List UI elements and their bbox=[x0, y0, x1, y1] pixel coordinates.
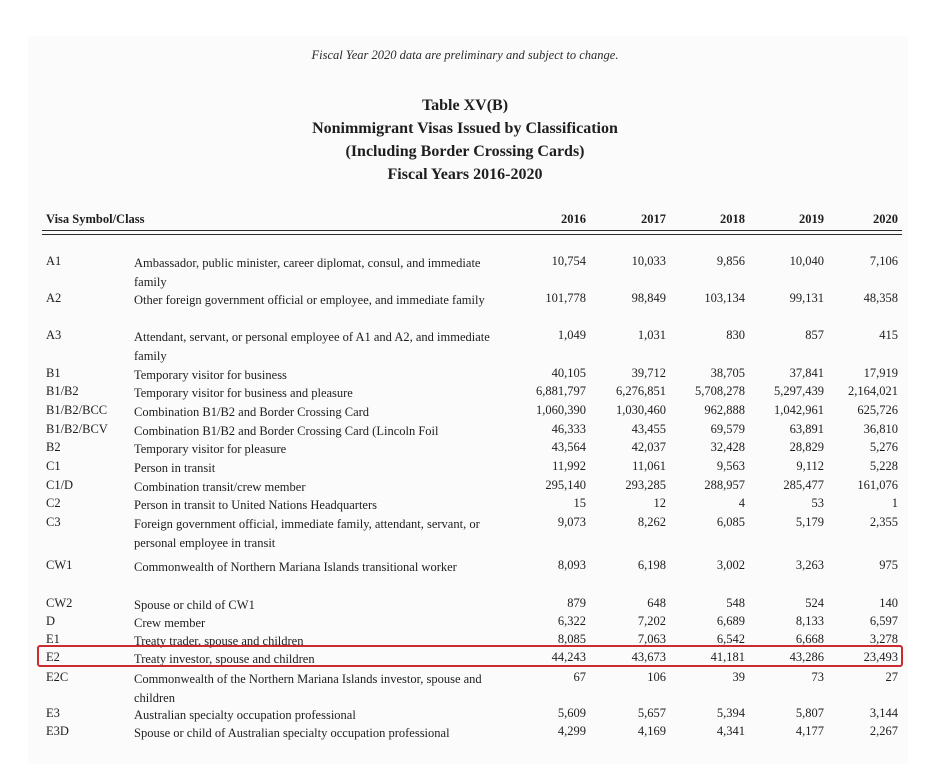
visa-symbol: B1 bbox=[46, 366, 61, 380]
value-2018: 5,708,278 bbox=[695, 384, 745, 398]
value-2019: 857 bbox=[805, 328, 824, 342]
visa-description: Australian specialty occupation professional bbox=[134, 708, 356, 722]
table-number: Table XV(B) bbox=[421, 97, 509, 114]
visa-description: Other foreign government official or employee, and immediate family bbox=[134, 293, 485, 307]
value-2018: 830 bbox=[726, 328, 745, 342]
visa-description: Combination B1/B2 and Border Crossing Card bbox=[134, 405, 370, 419]
value-2020: 2,267 bbox=[869, 724, 898, 738]
table-title: Nonimmigrant Visas Issued by Classification bbox=[312, 120, 618, 137]
value-2019: 8,133 bbox=[795, 614, 824, 628]
value-2019: 1,042,961 bbox=[774, 403, 824, 417]
value-2018: 32,428 bbox=[710, 440, 745, 454]
value-2017: 43,455 bbox=[631, 422, 666, 436]
visa-description: Attendant, servant, or personal employee of A1 and A2, and immediate family bbox=[134, 330, 490, 363]
value-2016: 67 bbox=[573, 670, 586, 684]
header-year: 2018 bbox=[720, 212, 745, 226]
value-2016: 8,085 bbox=[557, 632, 586, 646]
value-2019: 99,131 bbox=[789, 291, 824, 305]
visa-symbol: E2C bbox=[46, 670, 69, 684]
visa-symbol: E2 bbox=[46, 650, 60, 664]
visa-symbol: B2 bbox=[46, 440, 61, 454]
value-2020: 161,076 bbox=[857, 478, 898, 492]
value-2019: 5,807 bbox=[795, 706, 824, 720]
visa-description: Combination transit/crew member bbox=[134, 480, 306, 494]
visa-symbol: A2 bbox=[46, 291, 62, 305]
value-2016: 4,299 bbox=[557, 724, 586, 738]
value-2019: 4,177 bbox=[795, 724, 824, 738]
visa-symbol: E1 bbox=[46, 632, 60, 646]
value-2019: 9,112 bbox=[796, 459, 824, 473]
visa-description: Temporary visitor for pleasure bbox=[134, 442, 287, 456]
preliminary-data-note: Fiscal Year 2020 data are preliminary and subject to change. bbox=[311, 48, 619, 62]
value-2018: 962,888 bbox=[704, 403, 745, 417]
value-2020: 625,726 bbox=[857, 403, 898, 417]
value-2020: 7,106 bbox=[869, 254, 898, 268]
visa-description: Combination B1/B2 and Border Crossing Card (Lincoln Foil bbox=[134, 424, 439, 438]
value-2020: 415 bbox=[879, 328, 898, 342]
header-rule bbox=[42, 234, 902, 235]
visa-symbol: CW2 bbox=[46, 596, 73, 610]
visa-description: Foreign government official, immediate family, attendant, servant, or personal employee in transit bbox=[134, 517, 480, 550]
visa-description: Spouse or child of Australian specialty occupation professional bbox=[134, 726, 450, 740]
value-2017: 106 bbox=[647, 670, 666, 684]
value-2019: 43,286 bbox=[789, 650, 824, 664]
visa-symbol: C3 bbox=[46, 515, 61, 529]
value-2018: 9,856 bbox=[716, 254, 745, 268]
value-2019: 524 bbox=[805, 596, 824, 610]
value-2016: 295,140 bbox=[545, 478, 586, 492]
value-2020: 2,355 bbox=[869, 515, 898, 529]
visa-symbol: CW1 bbox=[46, 558, 73, 572]
value-2018: 5,394 bbox=[716, 706, 745, 720]
header-year: 2016 bbox=[561, 212, 586, 226]
value-2016: 6,881,797 bbox=[536, 384, 586, 398]
header-rule bbox=[42, 230, 902, 231]
visa-description: Commonwealth of Northern Mariana Islands transitional worker bbox=[134, 560, 457, 574]
header-visa-class: Visa Symbol/Class bbox=[46, 212, 145, 226]
visa-symbol: B1/B2/BCV bbox=[46, 422, 108, 436]
value-2019: 10,040 bbox=[789, 254, 824, 268]
visa-symbol: C2 bbox=[46, 496, 61, 510]
value-2016: 15 bbox=[573, 496, 586, 510]
e2-row-highlight-box bbox=[37, 645, 903, 667]
visa-description: Temporary visitor for business and pleasure bbox=[134, 386, 353, 400]
value-2020: 1 bbox=[891, 496, 898, 510]
value-2017: 7,202 bbox=[637, 614, 666, 628]
visa-description: Person in transit to United Nations Headquarters bbox=[134, 498, 378, 512]
value-2018: 4 bbox=[738, 496, 745, 510]
header-year: 2017 bbox=[641, 212, 666, 226]
visa-symbol: A1 bbox=[46, 254, 62, 268]
value-2020: 3,144 bbox=[869, 706, 898, 720]
value-2016: 10,754 bbox=[551, 254, 586, 268]
visa-symbol: B1/B2/BCC bbox=[46, 403, 108, 417]
value-2016: 40,105 bbox=[551, 366, 586, 380]
value-2020: 3,278 bbox=[869, 632, 898, 646]
visa-description: Treaty investor, spouse and children bbox=[134, 652, 315, 666]
value-2020: 5,228 bbox=[869, 459, 898, 473]
visa-description: Crew member bbox=[134, 616, 206, 630]
value-2018: 6,085 bbox=[716, 515, 745, 529]
value-2019: 285,477 bbox=[783, 478, 824, 492]
visa-symbol: C1 bbox=[46, 459, 61, 473]
value-2016: 11,992 bbox=[552, 459, 586, 473]
value-2017: 10,033 bbox=[631, 254, 666, 268]
value-2020: 140 bbox=[879, 596, 898, 610]
value-2019: 63,891 bbox=[789, 422, 824, 436]
visa-description: Person in transit bbox=[134, 461, 216, 475]
value-2018: 41,181 bbox=[710, 650, 745, 664]
value-2016: 44,243 bbox=[551, 650, 586, 664]
value-2017: 39,712 bbox=[631, 366, 666, 380]
value-2018: 103,134 bbox=[704, 291, 745, 305]
header-year: 2020 bbox=[873, 212, 898, 226]
value-2016: 46,333 bbox=[551, 422, 586, 436]
visa-description: Treaty trader, spouse and children bbox=[134, 634, 304, 648]
value-2017: 5,657 bbox=[637, 706, 666, 720]
value-2017: 293,285 bbox=[625, 478, 666, 492]
value-2019: 37,841 bbox=[789, 366, 824, 380]
value-2018: 6,689 bbox=[716, 614, 745, 628]
value-2018: 4,341 bbox=[716, 724, 745, 738]
value-2016: 1,060,390 bbox=[536, 403, 586, 417]
value-2017: 648 bbox=[647, 596, 666, 610]
value-2016: 5,609 bbox=[557, 706, 586, 720]
value-2018: 38,705 bbox=[710, 366, 745, 380]
value-2020: 5,276 bbox=[869, 440, 898, 454]
value-2016: 101,778 bbox=[545, 291, 586, 305]
visa-symbol: E3 bbox=[46, 706, 60, 720]
value-2017: 6,198 bbox=[637, 558, 666, 572]
value-2020: 48,358 bbox=[863, 291, 898, 305]
value-2018: 548 bbox=[726, 596, 745, 610]
value-2016: 8,093 bbox=[557, 558, 586, 572]
visa-symbol: E3D bbox=[46, 724, 69, 738]
visa-symbol: D bbox=[46, 614, 56, 628]
value-2017: 4,169 bbox=[637, 724, 666, 738]
value-2017: 12 bbox=[653, 496, 666, 510]
value-2017: 7,063 bbox=[637, 632, 666, 646]
table-fiscal-years: Fiscal Years 2016-2020 bbox=[387, 166, 543, 183]
value-2018: 6,542 bbox=[716, 632, 745, 646]
visa-symbol: C1/D bbox=[46, 478, 74, 492]
value-2020: 975 bbox=[879, 558, 898, 572]
value-2018: 69,579 bbox=[710, 422, 745, 436]
value-2019: 73 bbox=[811, 670, 824, 684]
table-header bbox=[0, 212, 930, 232]
visa-description: Commonwealth of the Northern Mariana Islands investor, spouse and children bbox=[134, 672, 482, 705]
value-2017: 8,262 bbox=[637, 515, 666, 529]
visa-description: Ambassador, public minister, career diplomat, consul, and immediate family bbox=[134, 256, 481, 289]
value-2019: 6,668 bbox=[795, 632, 824, 646]
visa-description: Temporary visitor for business bbox=[134, 368, 287, 382]
value-2018: 9,563 bbox=[716, 459, 745, 473]
value-2016: 43,564 bbox=[551, 440, 586, 454]
value-2020: 23,493 bbox=[863, 650, 898, 664]
visa-symbol: A3 bbox=[46, 328, 62, 342]
value-2020: 27 bbox=[885, 670, 898, 684]
header-year: 2019 bbox=[799, 212, 824, 226]
table-subtitle: (Including Border Crossing Cards) bbox=[345, 143, 585, 160]
value-2017: 42,037 bbox=[631, 440, 666, 454]
value-2019: 3,263 bbox=[795, 558, 824, 572]
value-2019: 53 bbox=[811, 496, 824, 510]
value-2020: 36,810 bbox=[863, 422, 898, 436]
value-2017: 1,031 bbox=[637, 328, 666, 342]
value-2018: 39 bbox=[732, 670, 745, 684]
value-2017: 98,849 bbox=[631, 291, 666, 305]
value-2017: 1,030,460 bbox=[616, 403, 666, 417]
value-2016: 9,073 bbox=[557, 515, 586, 529]
value-2019: 5,179 bbox=[795, 515, 824, 529]
visa-description: Spouse or child of CW1 bbox=[134, 598, 255, 612]
value-2019: 28,829 bbox=[789, 440, 824, 454]
table-title-block bbox=[0, 94, 930, 186]
value-2020: 17,919 bbox=[863, 366, 898, 380]
value-2016: 1,049 bbox=[557, 328, 586, 342]
visa-symbol: B1/B2 bbox=[46, 384, 79, 398]
value-2016: 879 bbox=[567, 596, 586, 610]
value-2019: 5,297,439 bbox=[774, 384, 824, 398]
value-2020: 2,164,021 bbox=[848, 384, 898, 398]
value-2018: 3,002 bbox=[716, 558, 745, 572]
value-2017: 11,061 bbox=[632, 459, 666, 473]
value-2020: 6,597 bbox=[869, 614, 898, 628]
value-2018: 288,957 bbox=[704, 478, 745, 492]
value-2017: 43,673 bbox=[631, 650, 666, 664]
value-2017: 6,276,851 bbox=[616, 384, 666, 398]
value-2016: 6,322 bbox=[557, 614, 586, 628]
